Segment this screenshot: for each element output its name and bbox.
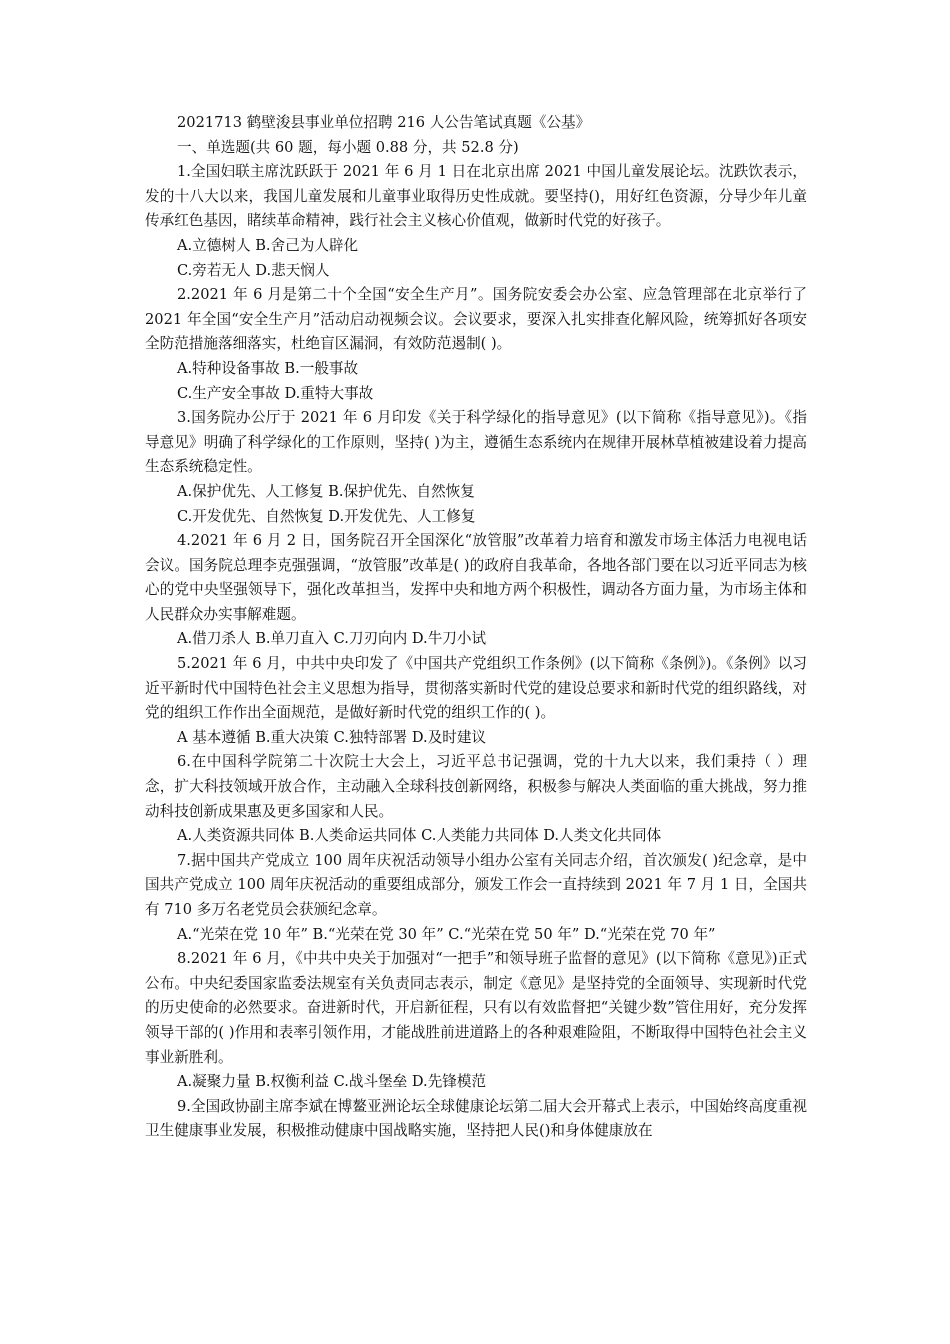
question-stem: 2.2021 年 6 月是第二十个全国“安全生产月”。国务院安委会办公室、应急管理部在北京举行了 2021 年全国“安全生产月”活动启动视频会议。会议要求，要深入扎实排查化解风险，统筹抓好各项安全防范措施落细落实，杜绝盲区漏洞，有效防范遏制( )。 <box>145 286 807 353</box>
document-body <box>145 111 807 1144</box>
question-options: A.凝聚力量 B.权衡利益 C.战斗堡垒 D.先锋模范 <box>177 1073 487 1091</box>
question-options: A.“光荣在党 10 年” B.“光荣在党 30 年” C.“光荣在党 50 年” D.“光荣在党 70 年” <box>177 925 716 943</box>
section-heading: 一、单选题(共 60 题，每小题 0.88 分，共 52.8 分) <box>177 138 519 156</box>
question-options: C.生产安全事故 D.重特大事故 <box>177 384 374 402</box>
question-stem: 5.2021 年 6 月，中共中央印发了《中国共产党组织工作条例》(以下简称《条例》)。《条例》以习近平新时代中国特色社会主义思想为指导，贯彻落实新时代党的建设总要求和新时代党的组织路线，对党的组织工作作出全面规范，是做好新时代党的组织工作的( )。 <box>145 655 807 722</box>
question-stem: 3.国务院办公厅于 2021 年 6 月印发《关于科学绿化的指导意见》(以下简称《指导意见》)。《指导意见》明确了科学绿化的工作原则，坚持( )为主，遵循生态系统内在规律开展林草植被建设着力提高生态系统稳定性。 <box>145 409 807 476</box>
question-options: A.人类资源共同体 B.人类命运共同体 C.人类能力共同体 D.人类文化共同体 <box>177 827 662 845</box>
question-options: A 基本遵循 B.重大决策 C.独特部署 D.及时建议 <box>177 728 487 746</box>
question-options: A.立德树人 B.舍己为人辟化 <box>177 236 359 254</box>
question-options: A.保护优先、人工修复 B.保护优先、自然恢复 <box>177 482 475 500</box>
document-title: 2021713 鹤壁浚县事业单位招聘 216 人公告笔试真题《公基》 <box>177 114 591 131</box>
question-stem: 9.全国政协副主席李斌在博鳌亚洲论坛全球健康论坛第二届大会开幕式上表示，中国始终高度重视卫生健康事业发展，积极推动健康中国战略实施，坚持把人民()和身体健康放在 <box>145 1097 807 1140</box>
question-options: C.旁若无人 D.悲天悯人 <box>177 261 330 279</box>
question-options: A.借刀杀人 B.单刀直入 C.刀刃向内 D.牛刀小试 <box>177 630 487 648</box>
question-options: C.开发优先、自然恢复 D.开发优先、人工修复 <box>177 507 476 525</box>
question-stem: 6.在中国科学院第二十次院士大会上，习近平总书记强调，党的十九大以来，我们秉持（ ）理念，扩大科技领域开放合作，主动融入全球科技创新网络，积极参与解决人类面临的重大挑战，努力推动科技创新成果惠及更多国家和人民。 <box>145 753 807 820</box>
question-stem: 8.2021 年 6 月，《中共中央关于加强对“一把手”和领导班子监督的意见》(以下简称《意见》)正式公布。中央纪委国家监委法规室有关负责同志表示，制定《意见》是坚持党的全面领导、实现新时代党的历史使命的必然要求。奋进新时代，开启新征程，只有以有效监督把“关键少数”管住用好，充分发挥领导干部的( )作用和表率引领作用，才能战胜前进道路上的各种艰难险阻，不断取得中国特色社会主义事业新胜利。 <box>145 950 807 1066</box>
question-stem: 7.据中国共产党成立 100 周年庆祝活动领导小组办公室有关同志介绍，首次颁发( )纪念章，是中国共产党成立 100 周年庆祝活动的重要组成部分，颁发工作会一直持续到 2021 年 7 月 1 日，全国共有 710 多万名老党员会获颁纪念章。 <box>145 851 807 918</box>
question-options: A.特种设备事故 B.一般事故 <box>177 359 359 377</box>
question-stem: 4.2021 年 6 月 2 日，国务院召开全国深化“放管服”改革着力培育和激发市场主体活力电视电话会议。国务院总理李克强强调，“放管服”改革是( )的政府自我革命，各地各部门要在以习近平同志为核心的党中央坚强领导下，强化改革担当，发挥中央和地方两个积极性，调动各方面力量，为市场主体和人民群众办实事解难题。 <box>145 532 807 623</box>
question-stem: 1.全国妇联主席沈跃跃于 2021 年 6 月 1 日在北京出席 2021 中国儿童发展论坛。沈跌饮表示，发的十八大以来，我国儿童发展和儿童事业取得历史性成就。要坚持()，用好红色资源，分导少年儿童传承红色基因，睹续革命精神，践行社会主义核心价值观，做新时代党的好孩子。 <box>145 163 807 230</box>
